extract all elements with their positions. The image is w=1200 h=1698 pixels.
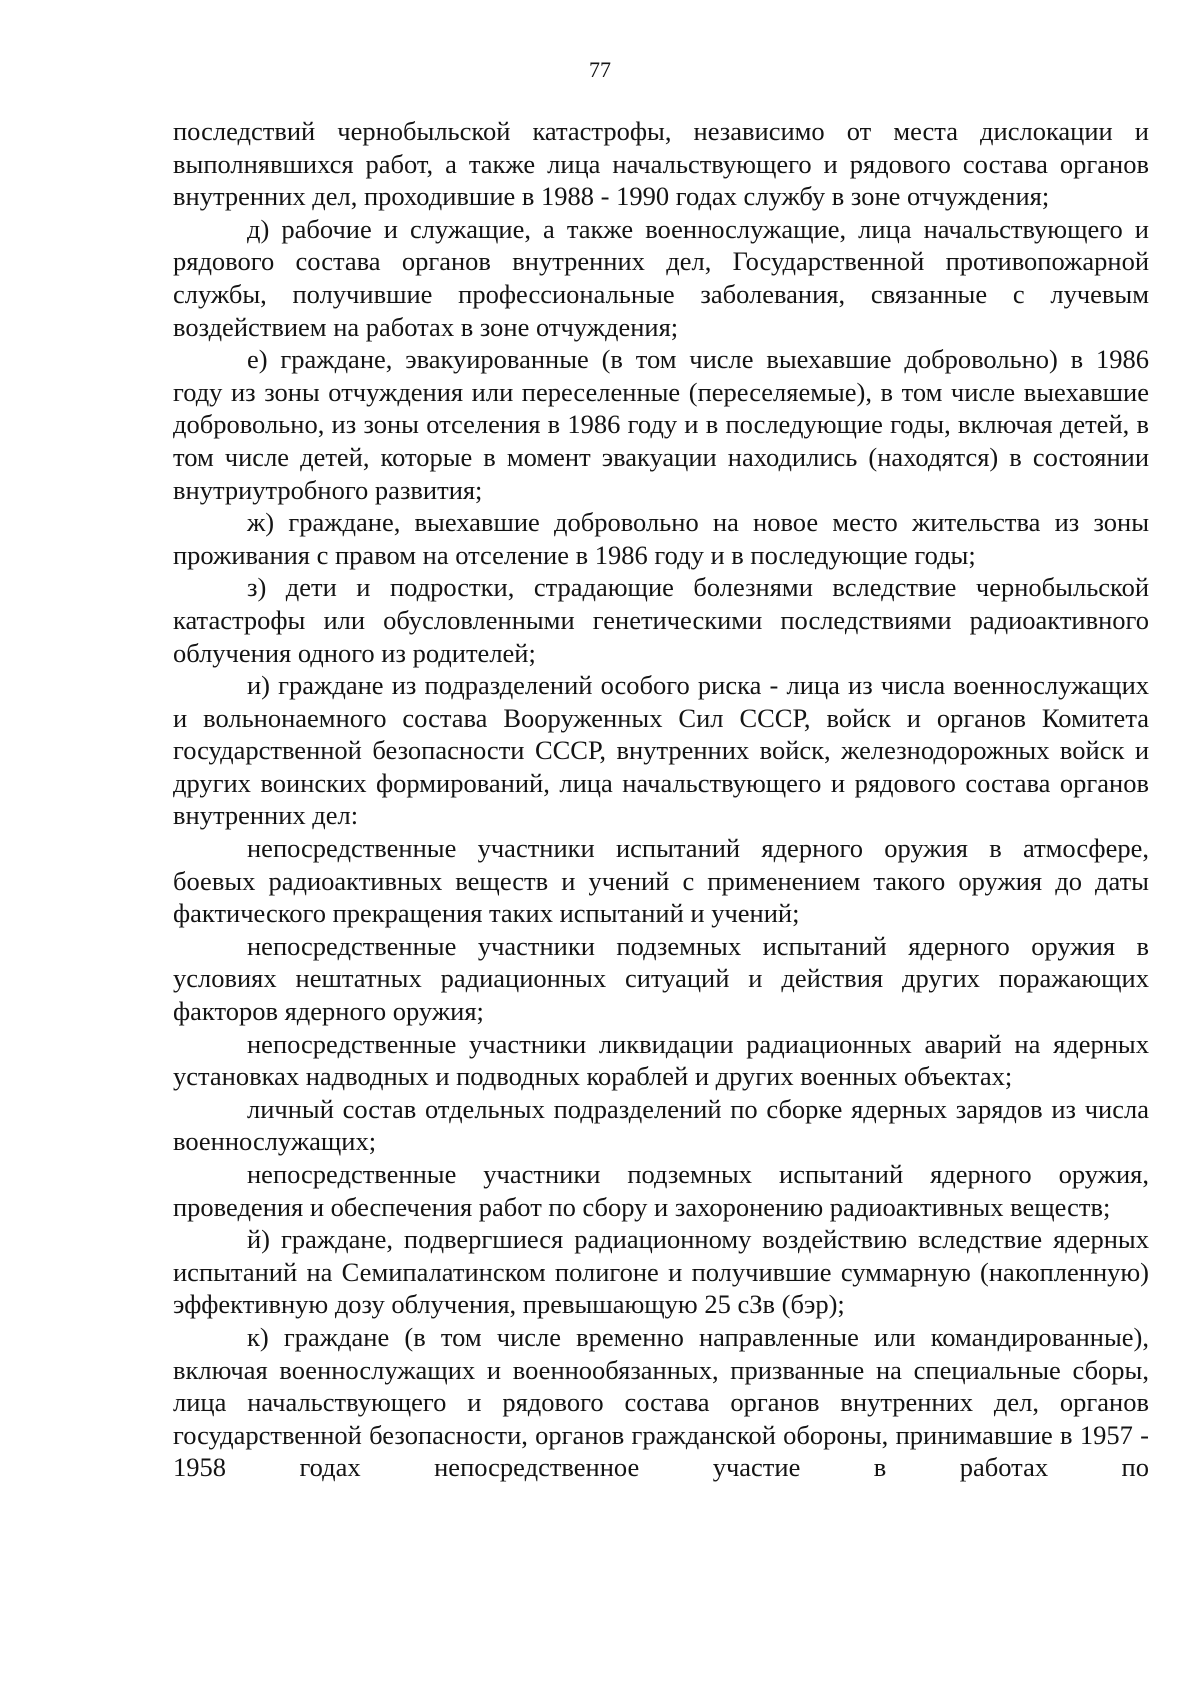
paragraph-subitem-atmospheric-tests: непосредственные участники испытаний ядерного оружия в атмосфере, боевых радиоактивных веществ и учений с применением такого оружия до даты фактического прекращения таких испытаний и учений; xyxy=(173,833,1149,929)
paragraph-subitem-accident-liquidation: непосредственные участники ликвидации радиационных аварий на ядерных установках надводных и подводных кораблей и других военных объектах; xyxy=(173,1028,1149,1092)
page-number: 77 xyxy=(589,57,611,82)
paragraph-item-k: к) граждане (в том числе временно направленные или командированные), включая военнослужащих и военнообязанных, призванные на специальные сборы, лица начальствующего и рядового состава органов внутренних дел, органов государственной безопасности, органов гражданской обороны, принимавшие в 1957 - 1958 годах непосредственное участие в работах по xyxy=(173,1321,1149,1483)
document-body xyxy=(173,115,1149,1484)
paragraph-subitem-waste-burial: непосредственные участники подземных испытаний ядерного оружия, проведения и обеспечения работ по сбору и захоронению радиоактивных веществ; xyxy=(173,1159,1149,1222)
paragraph-item-zh: ж) граждане, выехавшие добровольно на новое место жительства из зоны проживания с правом на отселение в 1986 году и в последующие годы; xyxy=(173,507,1149,570)
paragraph-item-e: е) граждане, эвакуированные (в том числе выехавшие добровольно) в 1986 году из зоны отчуждения или переселенные (переселяемые), в том числе выехавшие добровольно, из зоны отселения в 1986 году и в последующие годы, включая детей, в том числе детей, которые в момент эвакуации находились (находятся) в состоянии внутриутробного развития; xyxy=(173,344,1149,505)
paragraph-item-j: й) граждане, подвергшиеся радиационному воздействию вследствие ядерных испытаний на Семипалатинском полигоне и получившие суммарную (накопленную) эффективную дозу облучения, превышающую 25 сЗв (бэр); xyxy=(173,1224,1149,1320)
paragraph-continuation: последствий чернобыльской катастрофы, независимо от места дислокации и выполнявшихся работ, а также лица начальствующего и рядового состава органов внутренних дел, проходившие в 1988 - 1990 годах службу в зоне отчуждения; xyxy=(173,116,1149,212)
paragraph-subitem-underground-tests: непосредственные участники подземных испытаний ядерного оружия в условиях нештатных радиационных ситуаций и действия других поражающих факторов ядерного оружия; xyxy=(173,930,1149,1027)
paragraph-item-i: и) граждане из подразделений особого риска - лица из числа военнослужащих и вольнонаемного состава Вооруженных Сил СССР, войск и органов Комитета государственной безопасности СССР, внутренних войск, железнодорожных войск и других воинских формирований, лица начальствующего и рядового состава органов внутренних дел: xyxy=(173,670,1149,831)
paragraph-item-d: д) рабочие и служащие, а также военнослужащие, лица начальствующего и рядового состава органов внутренних дел, Государственной противопожарной службы, получившие профессиональные заболевания, связанные с лучевым воздействием на работах в зоне отчуждения; xyxy=(173,213,1149,342)
paragraph-item-z: з) дети и подростки, страдающие болезнями вследствие чернобыльской катастрофы или обусловленными генетическими последствиями радиоактивного облучения одного из родителей; xyxy=(173,572,1149,668)
paragraph-subitem-assembly-units: личный состав отдельных подразделений по сборке ядерных зарядов из числа военнослужащих; xyxy=(173,1093,1149,1157)
